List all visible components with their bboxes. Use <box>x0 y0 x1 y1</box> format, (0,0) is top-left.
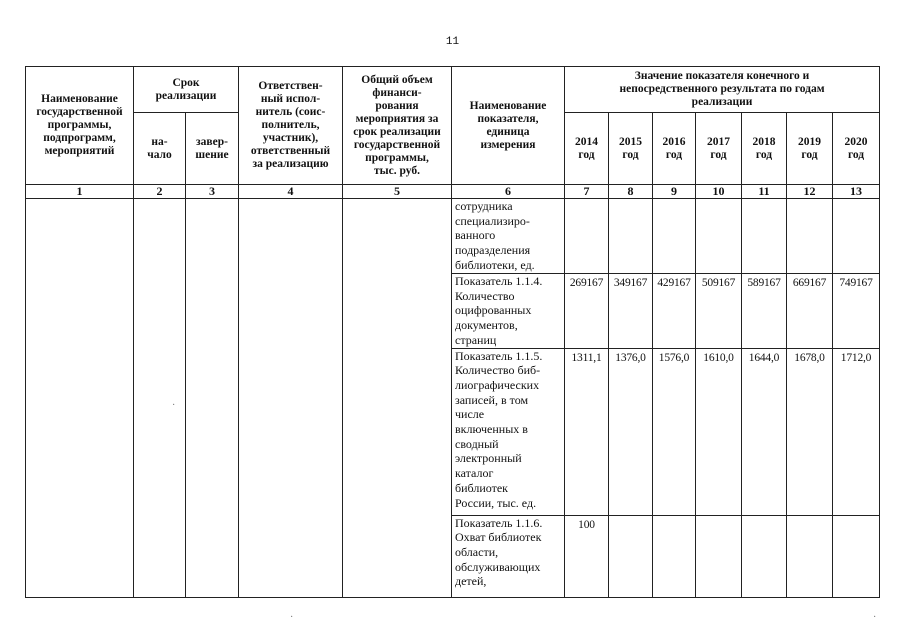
value-cell: 1678,0 <box>787 348 833 515</box>
value-cell <box>696 199 742 274</box>
scan-dot: · <box>873 612 877 623</box>
header-line: государственной <box>353 138 441 151</box>
header-line: программы, <box>365 151 429 164</box>
value-cell <box>787 199 833 274</box>
column-number: 13 <box>833 185 880 199</box>
header-line: год <box>622 148 639 161</box>
value-cell: 589167 <box>742 274 787 349</box>
header-line: 2016 <box>662 135 686 148</box>
indicator-line: числе <box>455 407 485 422</box>
indicator-line: оцифрованных <box>455 303 532 318</box>
value-cell: 669167 <box>787 274 833 349</box>
header-indicator-name <box>452 67 565 185</box>
header-line: завер- <box>196 135 228 148</box>
value-cell: 1311,1 <box>565 348 609 515</box>
indicator-line: включенных в <box>455 422 528 437</box>
empty-cell <box>26 199 134 598</box>
header-line: программы, <box>47 119 112 131</box>
header-start <box>134 113 186 185</box>
column-number: 12 <box>787 185 833 199</box>
indicator-cell <box>452 348 565 515</box>
indicator-line: специализиро- <box>455 213 530 228</box>
scan-dot: · <box>290 612 294 623</box>
header-line: участник), <box>262 132 319 144</box>
header-year-2019 <box>787 113 833 185</box>
indicator-line: страниц <box>455 332 497 347</box>
value-cell <box>742 199 787 274</box>
column-number: 1 <box>26 185 134 199</box>
header-line: за реализацию <box>252 158 329 170</box>
header-line: год <box>665 148 683 161</box>
empty-cell <box>343 199 452 598</box>
header-line: год <box>578 148 595 161</box>
header-line: мероприятия за <box>355 112 439 125</box>
header-line: Ответствен- <box>258 80 323 92</box>
header-line: реализации <box>155 89 217 102</box>
value-cell <box>787 515 833 597</box>
value-cell <box>609 515 653 597</box>
indicator-line: Количество биб- <box>455 363 541 378</box>
scan-dot: · <box>172 400 176 411</box>
header-indicator-values <box>565 67 880 113</box>
indicator-cell <box>452 199 565 274</box>
header-year-2014 <box>565 113 609 185</box>
value-cell <box>696 515 742 597</box>
header-financing <box>343 67 452 185</box>
header-line: срок реализации <box>353 125 441 138</box>
indicator-line: Количество <box>455 288 515 303</box>
indicator-line: области, <box>455 544 499 559</box>
header-year-2020 <box>833 113 880 185</box>
indicator-line: детей, <box>455 574 487 589</box>
column-numbers-row <box>26 185 880 199</box>
column-number: 10 <box>696 185 742 199</box>
header-line: единица <box>486 125 530 138</box>
header-term <box>134 67 239 113</box>
indicator-line: ванного <box>455 228 496 243</box>
indicator-line: сводный <box>455 436 499 451</box>
header-line: 2014 <box>575 135 598 148</box>
column-number: 9 <box>653 185 696 199</box>
header-line: 2019 <box>798 135 821 148</box>
value-cell: 1712,0 <box>833 348 880 515</box>
indicator-line: сотрудника <box>455 199 513 213</box>
indicator-line: библиотеки, ед. <box>455 257 535 272</box>
header-line: измерения <box>480 138 536 151</box>
column-number: 11 <box>742 185 787 199</box>
header-line: ответственный <box>250 145 331 157</box>
header-line: год <box>755 148 773 161</box>
column-number: 5 <box>343 185 452 199</box>
page-number: 11 <box>445 36 460 48</box>
column-number: 4 <box>239 185 343 199</box>
header-line: непосредственного результата по годам <box>619 83 825 95</box>
header-line: шение <box>195 148 229 161</box>
header-line: мероприятий <box>44 145 115 157</box>
column-number: 6 <box>452 185 565 199</box>
indicator-cell <box>452 274 565 349</box>
indicator-line: России, тыс. ед. <box>455 495 537 510</box>
column-number: 8 <box>609 185 653 199</box>
header-line: полнитель, <box>261 119 320 131</box>
value-cell <box>653 515 696 597</box>
header-line: тыс. руб. <box>374 164 420 177</box>
header-year-2017 <box>696 113 742 185</box>
header-line: реализации <box>691 96 753 108</box>
indicator-line: обслуживающих <box>455 559 541 574</box>
indicator-line: документов, <box>455 318 518 333</box>
indicator-line: библиотек <box>455 480 508 495</box>
header-line: Наименование <box>41 93 118 105</box>
empty-cell <box>239 199 343 598</box>
header-line: на- <box>151 135 168 148</box>
header-line: показателя, <box>477 112 539 125</box>
header-line: финанси- <box>372 86 422 99</box>
header-line: 2015 <box>619 135 642 148</box>
header-line: ный испол- <box>260 93 321 105</box>
value-cell: 509167 <box>696 274 742 349</box>
indicator-line: Показатель 1.1.5. <box>455 348 543 363</box>
header-line: 2018 <box>752 135 776 148</box>
header-line: подпрограмм, <box>43 132 116 144</box>
column-number: 7 <box>565 185 609 199</box>
column-number: 3 <box>186 185 239 199</box>
header-line: нитель (соис- <box>255 106 326 118</box>
header-line: рования <box>375 99 419 112</box>
value-cell <box>565 199 609 274</box>
header-line: Значение показателя конечного и <box>634 70 810 82</box>
header-line: 2020 <box>844 135 868 148</box>
value-cell <box>833 515 880 597</box>
indicator-line: Показатель 1.1.4. <box>455 274 543 288</box>
header-line: чало <box>147 148 172 161</box>
value-cell: 749167 <box>833 274 880 349</box>
value-cell: 1576,0 <box>653 348 696 515</box>
value-cell: 100 <box>565 515 609 597</box>
value-cell: 349167 <box>609 274 653 349</box>
indicator-cell <box>452 515 565 597</box>
indicator-line: записей, в том <box>455 392 529 407</box>
value-cell: 1376,0 <box>609 348 653 515</box>
header-year-2015 <box>609 113 653 185</box>
header-line: 2017 <box>707 135 730 148</box>
indicator-line: подразделения <box>455 243 531 258</box>
header-line: Наименование <box>469 99 547 112</box>
value-cell <box>833 199 880 274</box>
column-number: 2 <box>134 185 186 199</box>
header-line: год <box>801 148 818 161</box>
value-cell: 1644,0 <box>742 348 787 515</box>
header-line: Общий объем <box>361 73 433 86</box>
value-cell <box>653 199 696 274</box>
header-responsible <box>239 67 343 185</box>
header-end <box>186 113 239 185</box>
value-cell: 429167 <box>653 274 696 349</box>
header-line: государственной <box>36 106 123 118</box>
indicator-line: электронный <box>455 451 522 466</box>
table-row <box>26 199 880 274</box>
value-cell <box>742 515 787 597</box>
header-year-2018 <box>742 113 787 185</box>
indicators-table <box>25 66 880 598</box>
indicator-line: Охват библиотек <box>455 530 542 545</box>
empty-cell <box>134 199 186 598</box>
empty-cell <box>186 199 239 598</box>
header-program-name <box>26 67 134 185</box>
header-year-2016 <box>653 113 696 185</box>
value-cell: 1610,0 <box>696 348 742 515</box>
header-line: год <box>710 148 727 161</box>
value-cell <box>609 199 653 274</box>
value-cell: 269167 <box>565 274 609 349</box>
indicator-line: каталог <box>455 466 494 481</box>
indicator-line: лиографических <box>455 377 540 392</box>
indicator-line: Показатель 1.1.6. <box>455 515 543 530</box>
header-line: Срок <box>172 76 200 89</box>
header-line: год <box>847 148 865 161</box>
